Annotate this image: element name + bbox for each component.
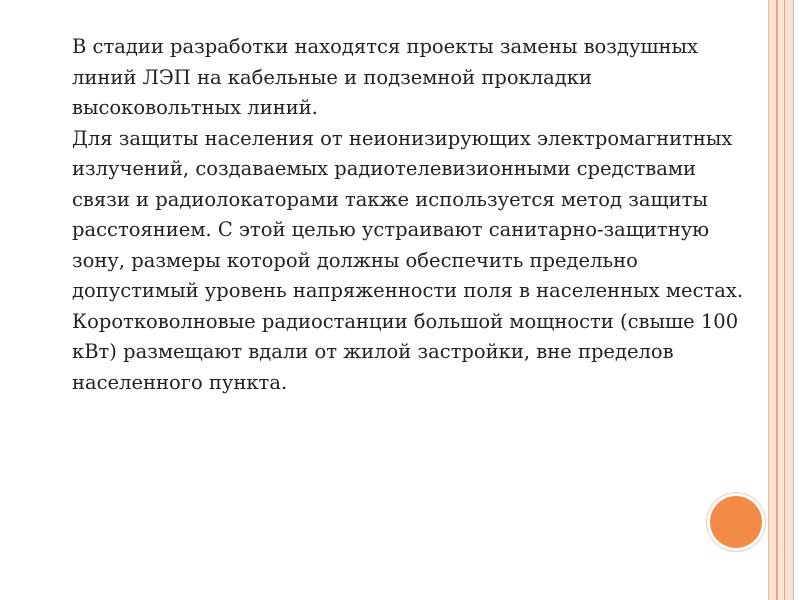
slide-content <box>45 32 750 398</box>
paragraph-2: Для защиты населения от неионизирующих электромагнитных излучений, создаваемых радиотелевизионными средствами связи и радиолокаторами также используется метод защиты расстоянием. С этой целью устраивают санитарно-защитную зону, размеры которой должны обеспечить предельно допустимый уровень напряженности поля в населенных местах. Коротковолновые радиостанции большой мощности (свыше 100 кВт) размещают вдали от жилой застройки, вне пределов населенного пункта. <box>72 126 744 394</box>
decorative-orange-circle <box>710 496 762 548</box>
paragraph-1: В стадии разработки находятся проекты замены воздушных линий ЛЭП на кабельные и подземной прокладки высоковольтных линий. <box>72 35 699 119</box>
body-text <box>72 32 750 398</box>
decorative-band-line <box>784 0 785 600</box>
decorative-band-edge <box>793 0 794 600</box>
decorative-band-line <box>776 0 778 600</box>
decorative-side-band <box>768 0 793 600</box>
